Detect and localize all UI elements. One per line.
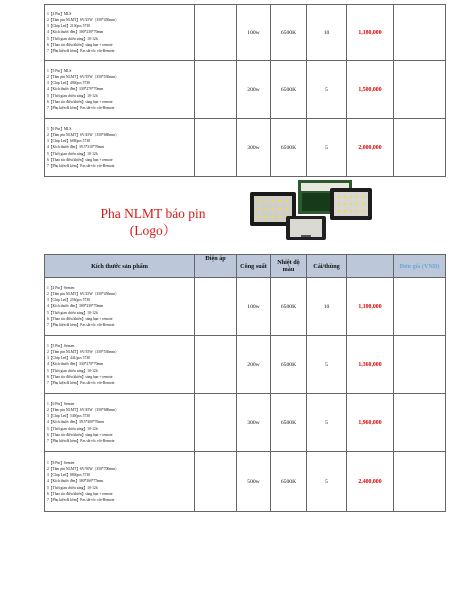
spec-line: 3【Chip Led】210(pcs 5730 [47,24,91,29]
spec-line: 1【6 Pin】MLS [47,126,72,131]
spec-line: 7【Phụ kiện đi kèm】Pas sắt+ốc vít+Remote [47,106,115,110]
spec-cell [45,278,195,336]
spec-line: 3【Chip Led】540(pcs 5730 [47,414,91,419]
spec-cell [45,5,195,61]
spec-line: 1【4 Pin】Sensen [47,285,75,290]
empty-cell [394,119,446,177]
spec-line: 4【Kích thước đèn】380*360*75mm [47,479,104,484]
qty-cell: 5 [307,336,347,394]
table-header-row [45,255,446,278]
bottom-price-table [44,254,446,512]
empty-cell [394,394,446,452]
spec-line: 7【Phụ kiện đi kèm】Pas sắt+ốc vít+Remote [47,498,115,502]
table-row [45,336,446,394]
voltage-cell [195,5,237,61]
price-cell: 1,960,000 [347,394,394,452]
power-cell: 100w [237,5,271,61]
header-color-temp: Nhiệt độ màu [271,255,307,278]
voltage-cell [195,278,237,336]
spec-line: 4【Kích thước đèn】39.5*310*70mm [47,145,105,150]
spec-line: 4【Kích thước đèn】330*270*70mm [47,87,104,92]
color-temp-cell: 6500K [271,336,307,394]
spec-line: 5【Thời gian chiếu sáng】10-12h [47,310,98,315]
voltage-cell [195,119,237,177]
empty-cell [394,5,446,61]
spec-line: 7【Phụ kiện đi kèm】Pas sắt+ốc vít+Remote [47,323,115,327]
qty-cell: 10 [307,5,347,61]
price-cell: 2,000,000 [347,119,394,177]
spec-line: 2【Tấm pin NLMT】6V/45W（350*680mm） [47,407,119,412]
spec-line: 3【Chip Led】608(pcs 5730 [47,139,91,144]
power-cell: 500w [237,452,271,512]
qty-cell: 5 [307,119,347,177]
spec-line: 6【Thao tác điều khiển】sáng hạn + remote [47,432,113,437]
header-per-box: Cái/thùng [307,255,347,278]
table-row [45,5,446,61]
voltage-cell [195,336,237,394]
spec-line: 6【Thao tác điều khiển】sáng hạn + remote [47,491,113,496]
floodlight-product-photo-icon [246,178,376,242]
color-temp-cell: 6500K [271,61,307,119]
spec-line: 5【Thời gian chiếu sáng】10-12h [47,36,98,41]
voltage-cell [195,452,237,512]
power-cell: 200w [237,61,271,119]
spec-line: 1【6 Pin】Sensen [47,401,75,406]
voltage-cell [195,61,237,119]
qty-cell: 5 [307,61,347,119]
spec-line: 7【Phụ kiện đi kèm】Pas sắt+ốc vít+Remote [47,439,115,443]
spec-line: 6【Thao tác điều khiển】sáng hạn + remote [47,157,113,162]
table-row [45,278,446,336]
spec-line: 5【Thời gian chiếu sáng】10-12h [47,485,98,490]
spec-line: 7【Phụ kiện đi kèm】Pas sắt+ốc vít+Remote [47,164,115,168]
color-temp-cell: 6500K [271,394,307,452]
price-cell: 1,100,000 [347,278,394,336]
spec-line: 6【Thao tác điều khiển】sáng hạn + remote [47,374,113,379]
spec-line: 3【Chip Led】441(pcs 5730 [47,356,91,361]
price-cell: 2,400,000 [347,452,394,512]
spec-line: 4【Kích thước đèn】300*230*70mm [47,30,104,35]
bottom-table-body [45,278,446,512]
empty-cell [394,278,446,336]
spec-line: 2【Tấm pin NLMT】6V/35W（350*530mm） [47,74,119,79]
spec-cell [45,452,195,512]
spec-line: 6【Thao tác điều khiển】sáng hạn + remote [47,99,113,104]
spec-line: 7【Phụ kiện đi kèm】Pas sắt+ốc vít+Remote [47,381,115,385]
spec-line: 2【Tấm pin NLMT】6V/35W（350*530mm） [47,349,119,354]
color-temp-cell: 6500K [271,5,307,61]
spec-line: 2【Tấm pin NLMT】6V/25W（350*450mm） [47,17,119,22]
spec-line: 3【Chip Led】400(pcs 5730 [47,81,91,86]
header-blank [347,255,394,278]
spec-line: 1【4 Pin】MLS [47,11,72,16]
power-cell: 300w [237,119,271,177]
top-price-table [44,4,446,177]
color-temp-cell: 6500K [271,119,307,177]
spec-line: 5【Thời gian chiếu sáng】10-12h [47,426,98,431]
spec-line: 4【Kích thước đèn】330*270*70mm [47,362,104,367]
spec-cell [45,394,195,452]
price-cell: 1,360,000 [347,336,394,394]
spec-line: 5【Thời gian chiếu sáng】10-12h [47,368,98,373]
spec-line: 4【Kích thước đèn】300*230*70mm [47,304,104,309]
spec-line: 6【Thao tác điều khiển】sáng hạn + remote [47,42,113,47]
color-temp-cell: 6500K [271,278,307,336]
spec-line: 4【Kích thước đèn】39.5*300*70mm [47,420,105,425]
spec-cell [45,336,195,394]
spec-line: 2【Tấm pin NLMT】6V/45W（350*680mm） [47,132,119,137]
spec-line: 2【Tấm pin NLMT】6V/25W（350*450mm） [47,291,119,296]
spec-cell [45,119,195,177]
header-unit-price: Đơn giá (VND) [394,255,446,278]
power-cell: 200w [237,336,271,394]
spec-line: 7【Phụ kiện đi kèm】Pas sắt+ốc vít+Remote [47,49,115,53]
spec-line: 5【Thời gian chiếu sáng】10-12h [47,93,98,98]
table-row [45,119,446,177]
section-title [88,205,218,239]
spec-line: 3【Chip Led】880(pcs 5730 [47,473,91,478]
empty-cell [394,452,446,512]
qty-cell: 5 [307,452,347,512]
header-size: Kích thước sản phẩm [45,255,195,278]
spec-line: 2【Tấm pin NLMT】6V/50W（350*700mm） [47,466,119,471]
table-row [45,394,446,452]
section-title-line1: Pha NLMT báo pin [100,206,206,221]
table-row [45,452,446,512]
price-cell: 1,500,000 [347,61,394,119]
section-title-line2: (Logo） [129,223,177,238]
spec-line: 1【5 Pin】MLS [47,68,72,73]
spec-cell [45,61,195,119]
header-power: Công suất [237,255,271,278]
header-voltage: Điện áp [195,255,237,278]
spec-line: 6【Thao tác điều khiển】sáng hạn + remote [47,316,113,321]
spec-line: 1【5 Pin】Sensen [47,343,75,348]
spec-line: 3【Chip Led】256(pcs 5730 [47,298,91,303]
spec-line: 1【8 Pin】Sensen [47,460,75,465]
top-table-body [45,5,446,177]
table-row [45,61,446,119]
price-cell: 1,180,000 [347,5,394,61]
qty-cell: 5 [307,394,347,452]
voltage-cell [195,394,237,452]
empty-cell [394,61,446,119]
color-temp-cell: 6500K [271,452,307,512]
empty-cell [394,336,446,394]
power-cell: 100w [237,278,271,336]
spec-line: 5【Thời gian chiếu sáng】10-12h [47,151,98,156]
power-cell: 300w [237,394,271,452]
qty-cell: 10 [307,278,347,336]
